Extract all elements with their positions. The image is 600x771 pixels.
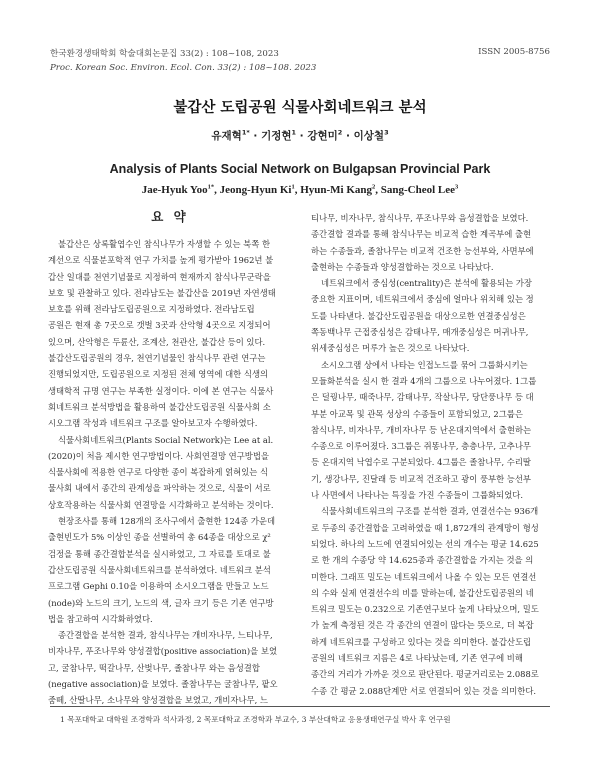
text-line: 가 높게 측정된 것은 각 종간의 연결이 많다는 뜻으로, 더 복잡 <box>311 620 534 631</box>
text-line: (node)와 노드의 크기, 노드의 색, 글자 크기 등은 기존 연구방 <box>48 597 274 608</box>
text-line: 회네트워크 분석방법을 활용하여 불갑산도립공원 식물사회 소 <box>48 401 271 412</box>
text-line: 있으며, 산악형은 두륜산, 조계산, 천관산, 불갑산 등이 있다. <box>48 336 266 347</box>
text-line: 부분 아교목 및 관목 성상의 수종들이 포함되었고, 2그룹은 <box>311 408 523 419</box>
text-line: 출현빈도가 5% 이상인 종을 선별하여 총 64종을 대상으로 χ² <box>48 532 271 543</box>
author-affiliation-mark: 3 <box>384 128 389 137</box>
text-line: 법을 참고하여 시각화하였다. <box>48 613 153 624</box>
text-line: 로 한 개의 수종당 약 14.625종과 종간결합을 가지는 것을 의 <box>311 555 534 566</box>
text-line: 고, 굴참나무, 떡갈나무, 산벚나무, 졸참나무 와는 음성결합 <box>48 662 260 673</box>
authors-en <box>0 184 600 196</box>
text-line: 줌떼, 산딸나무, 소나무와 양성결합을 보였고, 개비자나무, 느 <box>48 695 268 706</box>
author-separator: , <box>214 184 220 196</box>
author-separator: · <box>296 130 308 142</box>
author-name: Sang-Cheol Lee <box>380 184 456 196</box>
author-affiliation-mark: 1 <box>291 183 295 191</box>
author-affiliation-mark: 1* <box>241 128 250 137</box>
text-line: 식물사회네트워크(Plants Social Network)는 Lee at al. <box>58 434 274 445</box>
text-line: 쪽동백나무 근접중심성은 감태나무, 매개중심성은 머귀나무, <box>311 327 529 338</box>
author-name: Jae-Hyuk Yoo <box>141 184 208 196</box>
journal-citation-en: Proc. Korean Soc. Environ. Ecol. Con. 33(2) : 108~108. 2023 <box>50 63 317 73</box>
author-name: Jeong-Hyun Ki <box>219 184 292 196</box>
text-line: (negative association)을 보였다. 졸참나무는 굴참나무, 팥오 <box>48 679 278 690</box>
text-line: 종간의 거리가 가까운 것으로 판단된다. 평균거리로는 2.088로 <box>311 669 539 680</box>
text-line: 로 두종의 종간결합을 고려하였을 때 1,872개의 관계망이 형성 <box>311 522 539 533</box>
author-affiliation-mark: 2 <box>372 183 376 191</box>
author-affiliation-mark: 3 <box>455 183 459 191</box>
text-line: 수종으로 이루어졌다. 3그룹은 쥐똥나무, 층층나무, 고추나무 <box>311 441 531 452</box>
abstract-heading: 요 약 <box>151 209 189 224</box>
author-name: Hyun-Mi Kang <box>300 184 373 196</box>
text-line: 도를 나타낸다. 불갑산도립공원을 대상으로한 연결중심성은 <box>311 310 526 321</box>
text-line: 중요한 지표이며, 네트워크에서 중심에 얼마나 위치해 있는 정 <box>311 294 534 305</box>
text-line: 은 덜꿩나무, 때죽나무, 감태나무, 작살나무, 당단풍나무 등 대 <box>311 392 534 403</box>
paper-title-kr: 불갑산 도립공원 식물사회네트워크 분석 <box>173 100 427 116</box>
text-line: 종간결합을 분석한 결과, 참식나무는 개비자나무, 느티나무, <box>58 630 273 641</box>
author-separator: , <box>375 184 381 196</box>
journal-header <box>50 47 316 75</box>
author-affiliation-mark: 1* <box>207 183 215 191</box>
journal-citation-kr: 한국환경생태학회 학술대회논문집 33(2) : 108~108, 2023 <box>50 49 279 59</box>
text-line: 수종 간 평균 2.088단계만 서로 연결되어 있는 것을 의미한다. <box>311 685 537 696</box>
text-line: 미한다. 그래프 밀도는 네트워크에서 나올 수 있는 모든 연결선 <box>311 571 537 582</box>
text-line: (2020)이 처음 제시한 연구방법이다. 사회연결망 연구방법을 <box>48 450 269 461</box>
text-line: 불갑산도립공원의 경우, 천연기념물인 참식나무 관련 연구는 <box>48 353 266 364</box>
text-line: 티나무, 비자나무, 참식나무, 푸조나무와 음성결합을 보였다. <box>311 213 529 223</box>
text-line: 나 사면에서 나타나는 특징을 가진 수종들이 그룹화되었다. <box>311 490 524 501</box>
text-line: 불갑산은 상록활엽수인 참식나무가 자생할 수 있는 북쪽 한 <box>58 239 271 249</box>
body-column-left <box>48 236 300 709</box>
text-line: 보호 및 관찰하고 있다. 전라남도는 불갑산을 2019년 자연생태 <box>48 287 276 298</box>
text-line: 물사회 내에서 종간의 관계성을 파악하는 것으로, 식물이 서로 <box>48 483 271 494</box>
text-line: 등 온대지역 낙엽수로 구분되었다. 4그룹은 졸참나무, 수리딸 <box>311 457 531 468</box>
text-line: 하는 수종들과, 졸참나무는 비교적 건조한 능선부와, 사면부에 <box>311 245 534 256</box>
author-name: 강현미 <box>307 130 338 142</box>
text-line: 공원은 현재 총 7곳으로 갯벌 3곳과 산악형 4곳으로 지정되어 <box>48 320 271 331</box>
footnote: 1 목포대학교 대학원 조경학과 석사과정, 2 목포대학교 조경학과 부교수, 3 부산대학교 응용생태연구실 박사 후 연구원 <box>60 715 451 724</box>
text-line: 네트워크에서 중심성(centrality)은 분석에 활용되는 가장 <box>321 278 532 289</box>
text-line: 생태학적 규명 연구는 부족한 실정이다. 이에 본 연구는 식물사 <box>48 385 274 396</box>
text-line: 하게 네트워크를 구성하고 있다는 것을 의미한다. 불갑산도립 <box>311 636 532 647</box>
text-line: 공원의 네트워크 지름은 4로 나타났는데, 기존 연구에 비해 <box>311 653 523 664</box>
text-line: 트워크 밀도는 0.232으로 기존연구보다 높게 나타났으며, 밀도 <box>311 604 539 615</box>
text-line: 기, 생강나무, 진달래 등 비교적 건조하고 광이 풍부한 능선부 <box>311 473 531 484</box>
text-line: 보호를 위해 전라남도립공원으로 지정하였다. 전라남도립 <box>48 304 255 315</box>
text-line: 식물사회에 적용한 연구로 다양한 종이 복잡하게 얽혀있는 식 <box>48 467 269 478</box>
text-line: 비자나무, 푸조나무와 양성결합(positive association)을 보였 <box>48 646 278 657</box>
body-column-right <box>311 210 563 699</box>
author-name: 유재혁 <box>211 130 242 142</box>
text-line: 검정을 통해 종간결합분석을 실시하였고, 그 자료를 토대로 불 <box>48 548 271 559</box>
text-line: 갑산 일대를 천연기념물로 지정하여 현재까지 참식나무군락을 <box>48 271 271 282</box>
author-separator: · <box>342 130 354 142</box>
text-line: 종간결합 결과를 통해 참식나무는 비교적 습한 계곡부에 출현 <box>311 229 532 240</box>
text-line: 상호작용하는 식물사회 연결망을 시각화하고 분석하는 것이다. <box>48 499 274 510</box>
text-line: 갑산도립공원 식물사회네트워크를 분석하였다. 네트워크 분석 <box>48 564 271 575</box>
text-line: 식물사회네트워크의 구조를 분석한 결과, 연결선수는 936개 <box>321 506 539 517</box>
text-line: 모듈화분석을 실시 한 결과 4개의 그룹으로 나누어졌다. 1그룹 <box>311 375 537 386</box>
issn: ISSN 2005-8756 <box>478 47 550 57</box>
author-name: 기정현 <box>261 130 292 142</box>
text-line: 참식나무, 비자나무, 개비자나무 등 난온대지역에서 출현하는 <box>311 424 532 435</box>
authors-kr <box>0 128 600 143</box>
author-separator: · <box>249 130 262 142</box>
text-line: 위세중심성은 머루가 높은 것으로 나타났다. <box>311 343 470 354</box>
text-line: 계선으로 식물분포학적 연구 가치를 높게 평가받아 1962년 불 <box>48 255 274 266</box>
text-line: 시오그램 작성과 네트워크 구조를 알아보고자 수행하였다. <box>48 418 258 429</box>
text-line: 프로그램 Gephi 0.10을 이용하여 소시오그램을 만들고 노드 <box>48 581 269 592</box>
author-name: 이상철 <box>353 130 385 142</box>
text-line: 현장조사를 통해 128개의 조사구에서 출현한 124종 가운데 <box>58 516 276 527</box>
text-line: 소시오그램 상에서 나타는 인접노드를 묶어 그룹화시키는 <box>321 359 528 370</box>
author-separator: , <box>294 184 301 196</box>
footnote-rule <box>50 706 550 707</box>
author-affiliation-mark: 2 <box>337 128 343 137</box>
text-line: 진행되었지만, 도립공원으로 지정된 전체 영역에 대한 식생의 <box>48 369 269 380</box>
text-line: 되었다. 하나의 노드에 연결되어있는 선의 개수는 평균 14.625 <box>311 538 539 549</box>
text-line: 출현하는 수종들과 양성결합하는 것으로 나타났다. <box>311 261 494 272</box>
author-affiliation-mark: 1 <box>291 128 297 137</box>
paper-title-en: Analysis of Plants Social Network on Bulgapsan Provincial Park <box>109 162 491 176</box>
text-line: 의 수와 실제 연결선수의 비를 말하는데, 불갑산도립공원의 네 <box>311 587 534 598</box>
